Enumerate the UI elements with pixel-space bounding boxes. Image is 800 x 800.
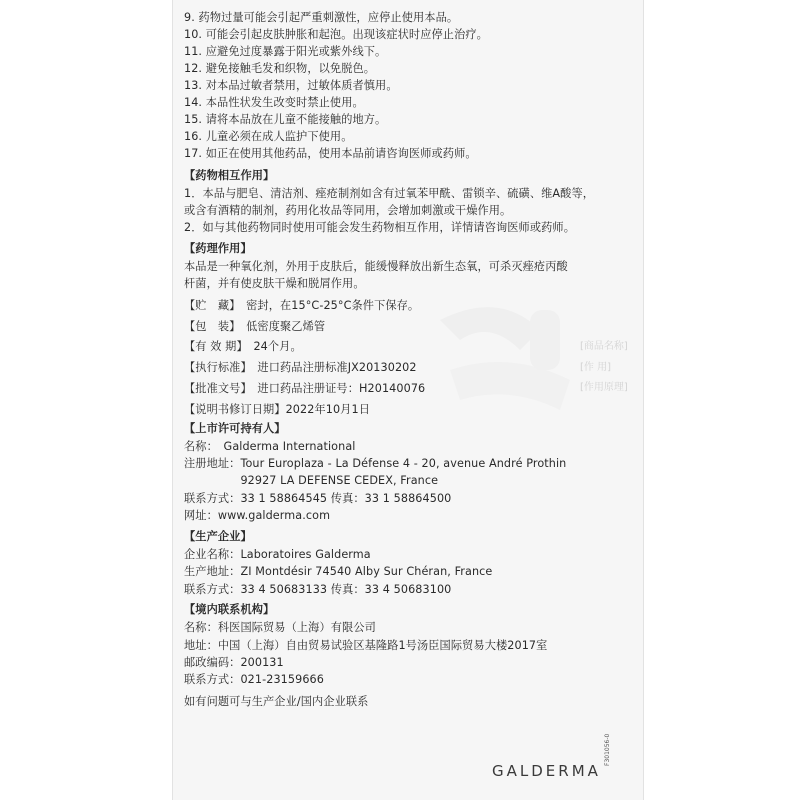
text-line: 【执行标准】 进口药品注册标准JX20130202: [184, 361, 417, 374]
text-line: 2．如与其他药物同时使用可能会发生药物相互作用，详情请咨询医师或药师。: [184, 221, 575, 234]
text-line: 17. 如正在使用其他药品，使用本品前请咨询医师或药师。: [184, 147, 477, 160]
text-line: 地址：中国（上海）自由贸易试验区基隆路1号汤臣国际贸易大楼2017室: [184, 639, 548, 652]
text-line: 14. 本品性状发生改变时禁止使用。: [184, 96, 364, 109]
watermark-logo-icon: [420, 290, 590, 460]
section-heading: 【生产企业】: [184, 530, 252, 543]
text-line: 联系方式：33 4 50683133 传真：33 4 50683100: [184, 583, 452, 596]
text-line: 企业名称：Laboratoires Galderma: [184, 548, 371, 561]
text-line: 11. 应避免过度暴露于阳光或紫外线下。: [184, 45, 387, 58]
text-line: 如有问题可与生产企业/国内企业联系: [184, 695, 369, 708]
text-line: 生产地址：ZI Montdésir 74540 Alby Sur Chéran, France: [184, 565, 493, 578]
section-heading: 【药理作用】: [184, 242, 252, 255]
text-line: 杆菌，并有使皮肤干燥和脱屑作用。: [184, 277, 365, 290]
text-line: 邮政编码：200131: [184, 656, 284, 669]
section-heading: 【上市许可持有人】: [184, 422, 286, 435]
text-line: 【有 效 期】 24个月。: [184, 340, 302, 353]
print-code: F301056-0: [604, 733, 611, 766]
text-line: 13. 对本品过敏者禁用，过敏体质者慎用。: [184, 79, 398, 92]
text-line: 16. 儿童必须在成人监护下使用。: [184, 130, 353, 143]
text-line: 或含有酒精的制剂，药用化妆品等同用，会增加刺激或干燥作用。: [184, 204, 512, 217]
brand-logo: GALDERMA: [492, 762, 601, 780]
text-line: 【批准文号】 进口药品注册证号：H20140076: [184, 382, 426, 395]
text-line: 联系方式：021-23159666: [184, 673, 324, 686]
text-line: 【贮 藏】 密封，在15°C-25°C条件下保存。: [184, 299, 420, 312]
text-line: 注册地址：Tour Europlaza - La Défense 4 - 20, avenue André Prothin: [184, 457, 567, 470]
text-line: 9. 药物过量可能会引起严重刺激性，应停止使用本品。: [184, 11, 459, 24]
text-line: 【说明书修订日期】2022年10月1日: [184, 403, 370, 416]
text-line: 10. 可能会引起皮肤肿胀和起泡。出现该症状时应停止治疗。: [184, 28, 488, 41]
text-line: 92927 LA DEFENSE CEDEX, France: [184, 474, 439, 487]
text-line: 网址：www.galderma.com: [184, 509, 331, 522]
bleed-through-text: [作 用]: [580, 362, 611, 373]
section-heading: 【药物相互作用】: [184, 169, 275, 182]
text-line: 1．本品与肥皂、清洁剂、痤疮制剂如含有过氧苯甲酰、雷锁辛、硫磺、维A酸等，: [184, 187, 595, 200]
text-line: 名称： Galderma International: [184, 440, 356, 453]
bleed-through-text: [作用原理]: [580, 382, 628, 393]
text-line: 【包 装】 低密度聚乙烯管: [184, 320, 326, 333]
text-line: 15. 请将本品放在儿童不能接触的地方。: [184, 113, 387, 126]
text-line: 12. 避免接触毛发和织物，以免脱色。: [184, 62, 376, 75]
section-heading: 【境内联系机构】: [184, 603, 275, 616]
text-line: 联系方式：33 1 58864545 传真：33 1 58864500: [184, 492, 452, 505]
bleed-through-text: [商品名称]: [580, 341, 628, 352]
text-line: 本品是一种氧化剂，外用于皮肤后，能缓慢释放出新生态氧，可杀灭痤疮丙酸: [184, 260, 568, 273]
text-line: 名称：科医国际贸易（上海）有限公司: [184, 621, 376, 634]
